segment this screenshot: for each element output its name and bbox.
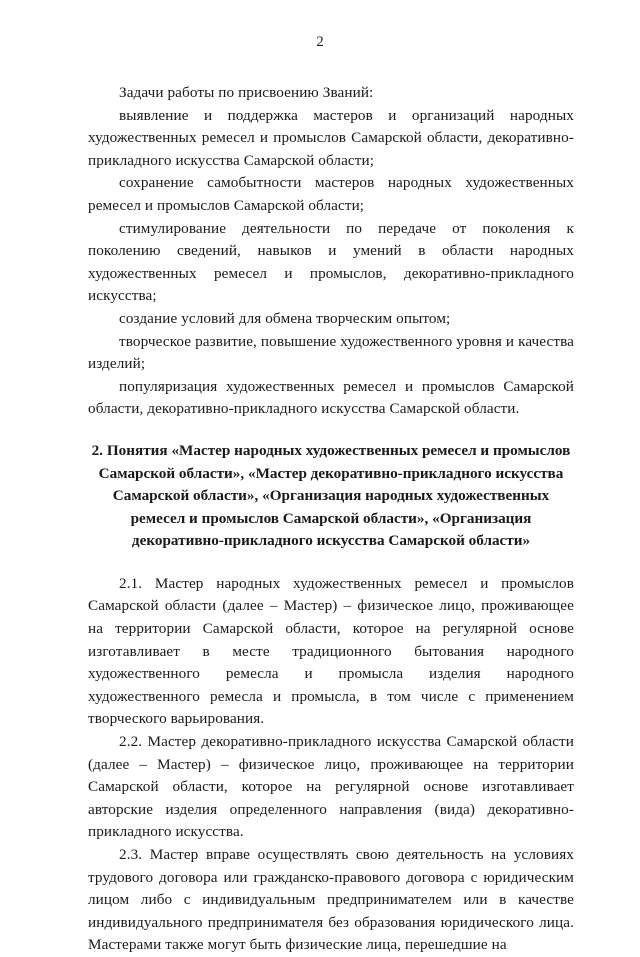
clause-2-1: 2.1. Мастер народных художественных ремесел и промыслов Самарской области (далее – Мастер) – физическое лицо, проживающее на территории Самарской области, которое на регулярной основе изготавливает в месте традиционного бытования народного художественного ремесла и промысла изделия народного художественного ремесла и промысла, в том числе с применением творческого варьирования.: [88, 574, 574, 728]
task-item: создание условий для обмена творческим опытом;: [119, 309, 451, 327]
page-number: 2: [316, 34, 324, 50]
clause-2-2: 2.2. Мастер декоративно-прикладного искусства Самарской области (далее – Мастер) – физическое лицо, проживающее на территории Самарской области, которое на регулярной основе изготавливает авторские изделия определенного направления (вида) декоративно-прикладного искусства.: [88, 733, 574, 841]
task-item: сохранение самобытности мастеров народных художественных ремесел и промыслов Самарской области;: [88, 174, 574, 214]
task-item: выявление и поддержка мастеров и организаций народных художественных ремесел и промыслов Самарской области, декоративно-прикладного искусства Самарской области;: [88, 106, 574, 169]
task-item: стимулирование деятельности по передаче от поколения к поколению сведений, навыков и умений в области народных художественных ремесел и промыслов, декоративно-прикладного искусства;: [88, 219, 574, 305]
clause-2-3: 2.3. Мастер вправе осуществлять свою деятельность на условиях трудового договора или гражданско-правового договора с юридическим лицом либо с индивидуальным предпринимателем или в качестве индивидуального предпринимателя без образования юридического лица. Мастерами также могут быть физические лица, перешедшие на: [88, 846, 574, 954]
task-item: популяризация художественных ремесел и промыслов Самарской области, декоративно-прикладного искусства Самарской области.: [88, 377, 574, 418]
task-item: творческое развитие, повышение художественного уровня и качества изделий;: [88, 332, 574, 373]
tasks-intro: Задачи работы по присвоению Званий:: [119, 84, 374, 101]
section-heading: 2. Понятия «Мастер народных художественных ремесел и промыслов Самарской области», «Мастер декоративно-прикладного искусства Самарской области», «Организация народных художественных ремесел и промыслов Самарской области», «Организация декоративно-прикладного искусства Самарской области»: [91, 441, 571, 550]
document-body: [88, 82, 574, 957]
